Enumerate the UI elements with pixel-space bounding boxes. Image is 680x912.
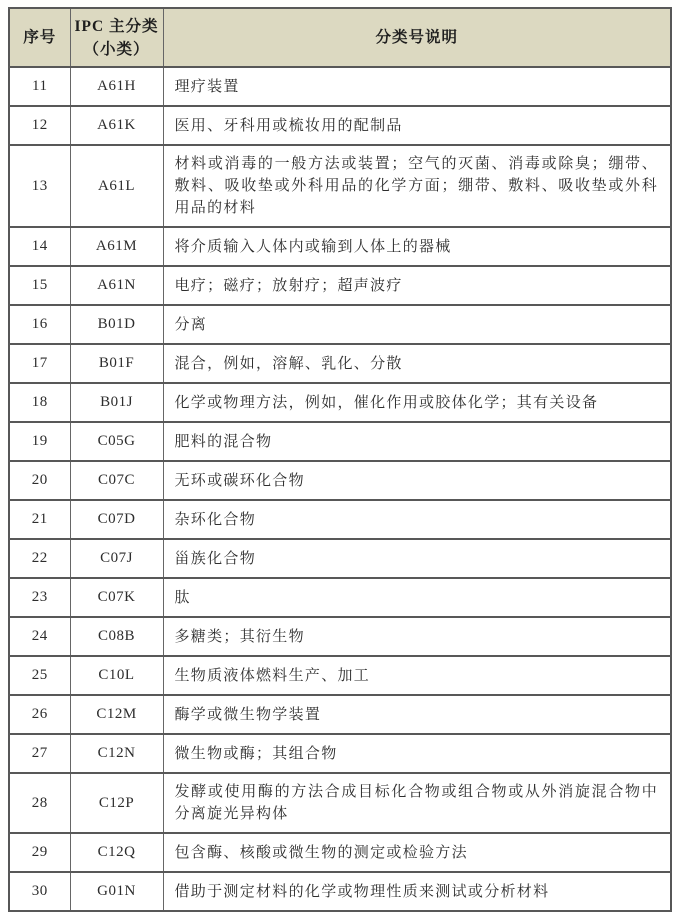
ipc-code-cell: C10L: [70, 656, 163, 695]
col-header-index: [9, 8, 70, 67]
row-number-cell: 16: [9, 305, 70, 344]
description-cell: 材料或消毒的一般方法或装置；空气的灭菌、消毒或除臭；绷带、敷料、吸收垫或外科用品的化学方面；绷带、敷料、吸收垫或外科用品的材料: [163, 145, 671, 227]
row-number-cell: 18: [9, 383, 70, 422]
description-cell: 无环或碳环化合物: [163, 461, 671, 500]
row-number-cell: 13: [9, 145, 70, 227]
row-number-cell: 17: [9, 344, 70, 383]
row-number-cell: 15: [9, 266, 70, 305]
col-header-ipc-line2: （小类）: [83, 40, 150, 58]
row-number-cell: 24: [9, 617, 70, 656]
row-number-cell: 30: [9, 872, 70, 911]
ipc-code-cell: C05G: [70, 422, 163, 461]
table-header: [9, 8, 671, 67]
table-row: [9, 617, 671, 656]
ipc-code-cell: G01N: [70, 872, 163, 911]
description-cell: 发酵或使用酶的方法合成目标化合物或组合物或从外消旋混合物中分离旋光异构体: [163, 773, 671, 833]
row-number-cell: 22: [9, 539, 70, 578]
table-row: [9, 266, 671, 305]
description-cell: 化学或物理方法，例如，催化作用或胶体化学；其有关设备: [163, 383, 671, 422]
ipc-code-cell: C07J: [70, 539, 163, 578]
table-row: [9, 833, 671, 872]
table-row: [9, 305, 671, 344]
ipc-code-cell: A61K: [70, 106, 163, 145]
table-row: [9, 773, 671, 833]
table-row: [9, 67, 671, 106]
description-cell: 甾族化合物: [163, 539, 671, 578]
description-cell: 杂环化合物: [163, 500, 671, 539]
ipc-code-cell: C07D: [70, 500, 163, 539]
description-cell: 肽: [163, 578, 671, 617]
header-row: [9, 8, 671, 67]
description-cell: 借助于测定材料的化学或物理性质来测试或分析材料: [163, 872, 671, 911]
ipc-code-cell: A61L: [70, 145, 163, 227]
table-row: [9, 695, 671, 734]
col-header-description: [163, 8, 671, 67]
table-row: [9, 344, 671, 383]
table-row: [9, 872, 671, 911]
ipc-code-cell: C12Q: [70, 833, 163, 872]
ipc-code-cell: C08B: [70, 617, 163, 656]
table-body: [9, 67, 671, 911]
ipc-classification-table: [8, 7, 672, 912]
description-cell: 电疗；磁疗；放射疗；超声波疗: [163, 266, 671, 305]
description-cell: 混合，例如，溶解、乳化、分散: [163, 344, 671, 383]
row-number-cell: 21: [9, 500, 70, 539]
description-cell: 包含酶、核酸或微生物的测定或检验方法: [163, 833, 671, 872]
ipc-code-cell: A61N: [70, 266, 163, 305]
row-number-cell: 28: [9, 773, 70, 833]
description-cell: 肥料的混合物: [163, 422, 671, 461]
table-row: [9, 227, 671, 266]
col-header-index-label: 序号: [23, 29, 57, 46]
row-number-cell: 19: [9, 422, 70, 461]
table-row: [9, 145, 671, 227]
ipc-code-cell: C12M: [70, 695, 163, 734]
description-cell: 多糖类；其衍生物: [163, 617, 671, 656]
description-cell: 分离: [163, 305, 671, 344]
description-cell: 理疗装置: [163, 67, 671, 106]
row-number-cell: 20: [9, 461, 70, 500]
ipc-code-cell: C12N: [70, 734, 163, 773]
row-number-cell: 14: [9, 227, 70, 266]
row-number-cell: 26: [9, 695, 70, 734]
table-row: [9, 500, 671, 539]
description-cell: 生物质液体燃料生产、加工: [163, 656, 671, 695]
ipc-code-cell: C07K: [70, 578, 163, 617]
description-cell: 微生物或酶；其组合物: [163, 734, 671, 773]
col-header-ipc-line1: IPC 主分类: [74, 17, 159, 35]
description-cell: 将介质输入人体内或输到人体上的器械: [163, 227, 671, 266]
row-number-cell: 27: [9, 734, 70, 773]
table-row: [9, 383, 671, 422]
row-number-cell: 29: [9, 833, 70, 872]
table-row: [9, 656, 671, 695]
table-row: [9, 106, 671, 145]
col-header-description-label: 分类号说明: [375, 29, 458, 46]
ipc-code-cell: B01D: [70, 305, 163, 344]
col-header-ipc: [70, 8, 163, 67]
table-row: [9, 422, 671, 461]
ipc-code-cell: C07C: [70, 461, 163, 500]
table-row: [9, 461, 671, 500]
row-number-cell: 11: [9, 67, 70, 106]
table-row: [9, 734, 671, 773]
ipc-code-cell: B01J: [70, 383, 163, 422]
ipc-code-cell: C12P: [70, 773, 163, 833]
ipc-code-cell: B01F: [70, 344, 163, 383]
row-number-cell: 12: [9, 106, 70, 145]
row-number-cell: 25: [9, 656, 70, 695]
table-row: [9, 578, 671, 617]
table-row: [9, 539, 671, 578]
row-number-cell: 23: [9, 578, 70, 617]
description-cell: 医用、牙科用或梳妆用的配制品: [163, 106, 671, 145]
ipc-code-cell: A61H: [70, 67, 163, 106]
description-cell: 酶学或微生物学装置: [163, 695, 671, 734]
ipc-code-cell: A61M: [70, 227, 163, 266]
